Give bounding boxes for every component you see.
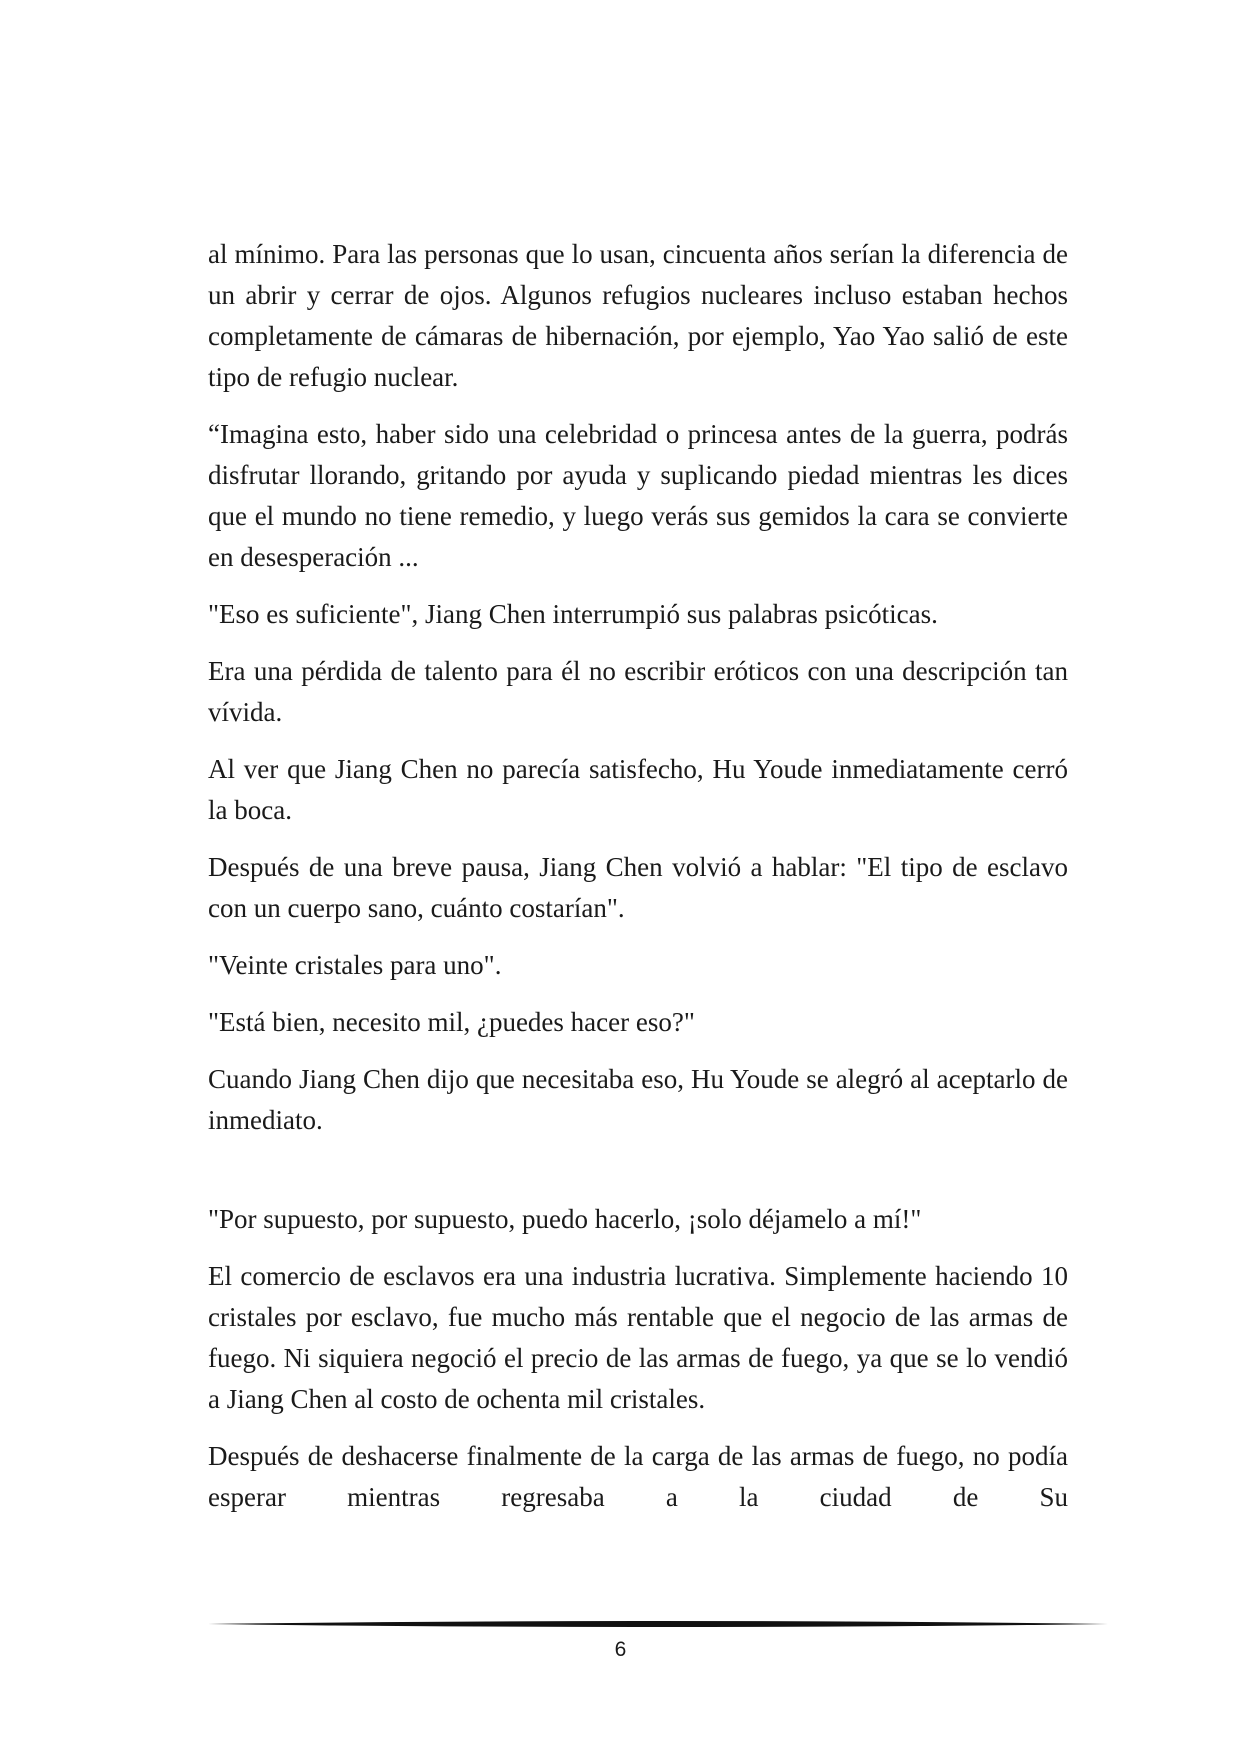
paragraph: Era una pérdida de talento para él no escribir eróticos con una descripción tan vívida. bbox=[208, 656, 1068, 727]
footer-rule-stroke bbox=[208, 1621, 1108, 1627]
footer-rule bbox=[208, 1618, 1108, 1630]
paragraph: Al ver que Jiang Chen no parecía satisfecho, Hu Youde inmediatamente cerró la boca. bbox=[208, 754, 1068, 825]
paragraph: Después de deshacerse finalmente de la carga de las armas de fuego, no podía esperar mientras regresaba a la ciudad de Su bbox=[208, 1441, 1068, 1512]
paragraph: "Eso es suficiente", Jiang Chen interrumpió sus palabras psicóticas. bbox=[208, 599, 938, 629]
paragraph: “Imagina esto, haber sido una celebridad o princesa antes de la guerra, podrás disfrutar llorando, gritando por ayuda y suplicando piedad mientras les dices que el mundo no tiene remedio, y luego verás sus gemidos la cara se convierte en desesperación ... bbox=[208, 419, 1068, 572]
paragraph: Cuando Jiang Chen dijo que necesitaba eso, Hu Youde se alegró al aceptarlo de inmediato. bbox=[208, 1064, 1068, 1135]
paragraph: "Está bien, necesito mil, ¿puedes hacer eso?" bbox=[208, 1007, 695, 1037]
paragraph: El comercio de esclavos era una industria lucrativa. Simplemente haciendo 10 cristales por esclavo, fue mucho más rentable que el negocio de las armas de fuego. Ni siquiera negoció el precio de las armas de fuego, ya que se lo vendió a Jiang Chen al costo de ochenta mil cristales. bbox=[208, 1261, 1068, 1414]
body-text bbox=[208, 234, 1068, 1534]
page-number: 6 bbox=[614, 1638, 627, 1661]
paragraph: Después de una breve pausa, Jiang Chen volvió a hablar: "El tipo de esclavo con un cuerpo sano, cuánto costarían". bbox=[208, 852, 1068, 923]
paragraph: "Por supuesto, por supuesto, puedo hacerlo, ¡solo déjamelo a mí!" bbox=[208, 1204, 922, 1234]
paragraph: "Veinte cristales para uno". bbox=[208, 950, 502, 980]
paragraph: al mínimo. Para las personas que lo usan, cincuenta años serían la diferencia de un abrir y cerrar de ojos. Algunos refugios nucleares incluso estaban hechos completamente de cámaras de hibernación, por ejemplo, Yao Yao salió de este tipo de refugio nuclear. bbox=[208, 239, 1068, 392]
